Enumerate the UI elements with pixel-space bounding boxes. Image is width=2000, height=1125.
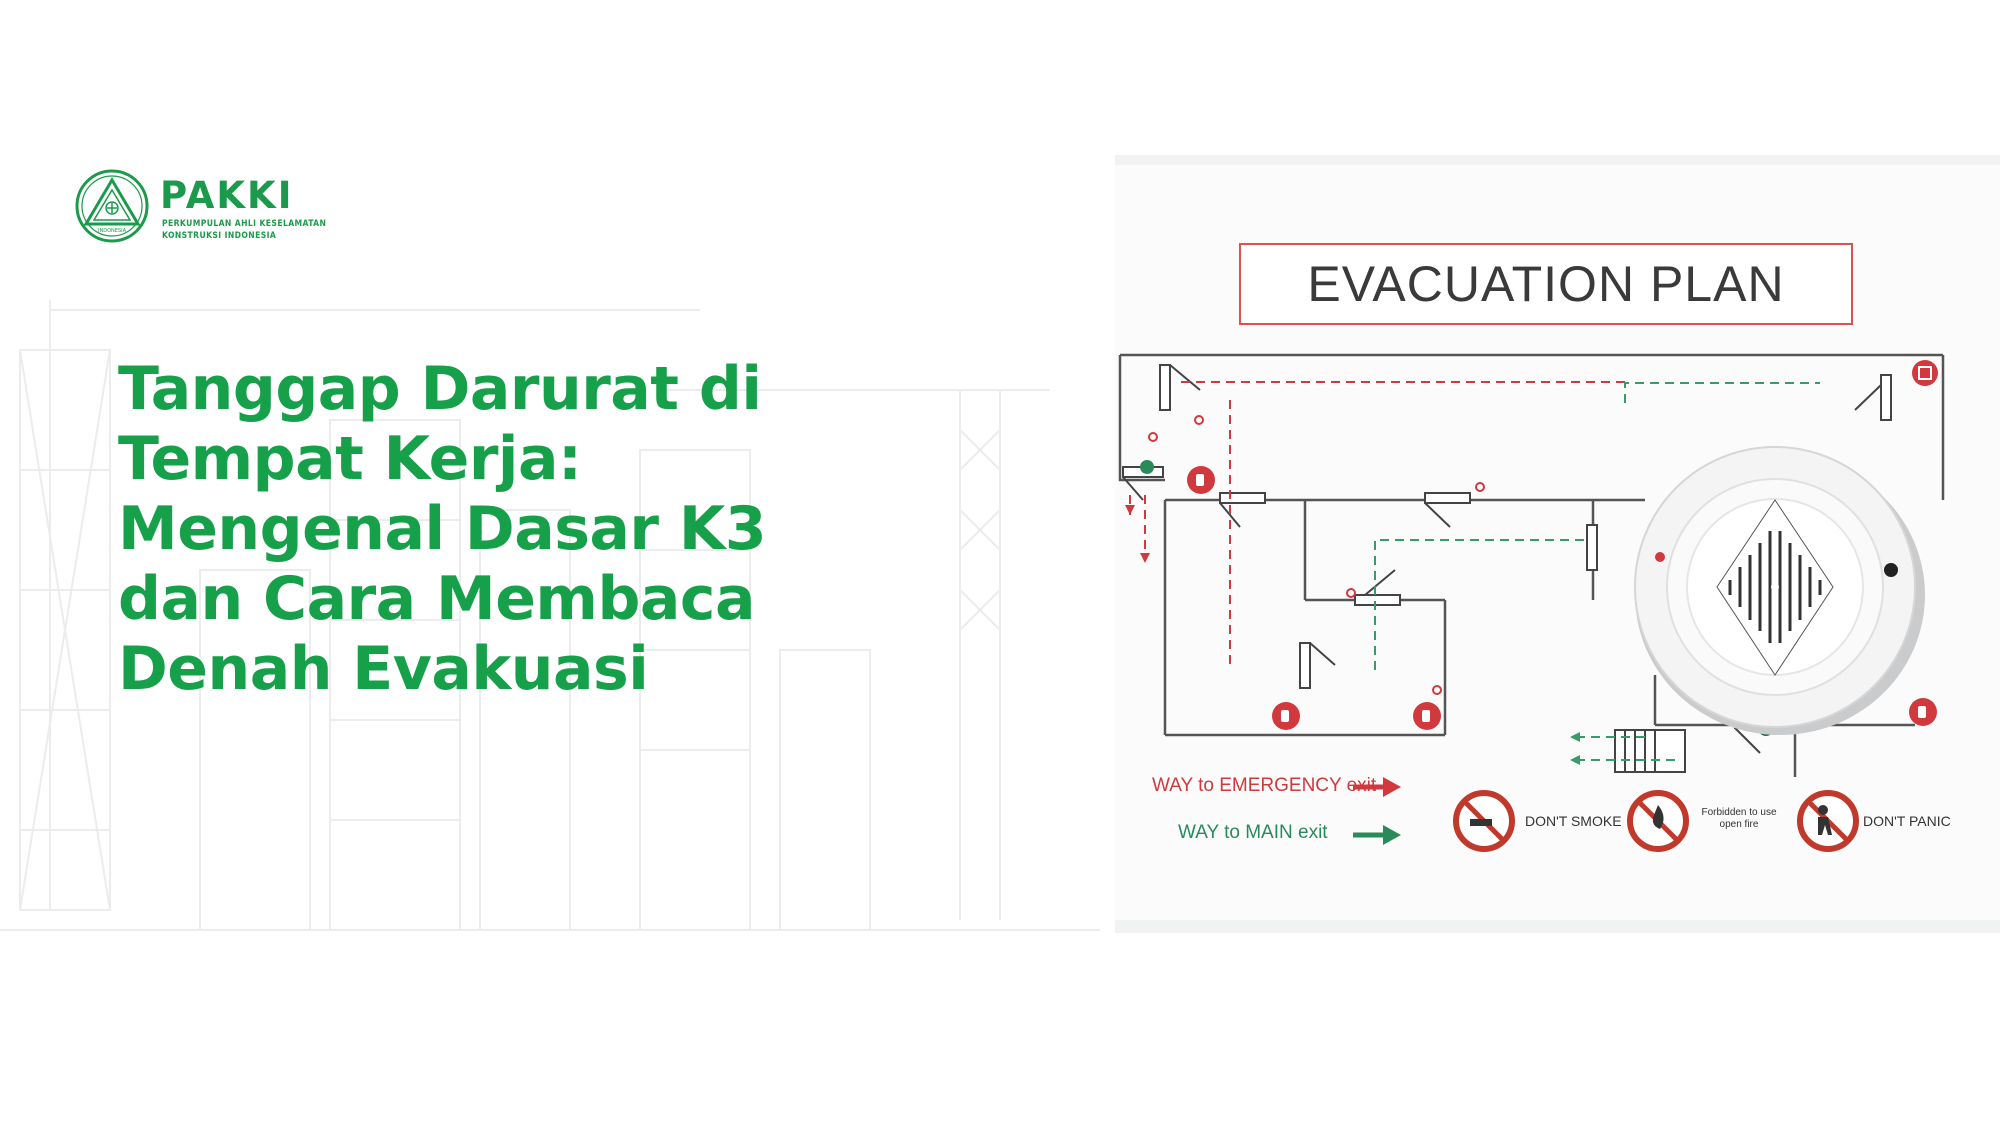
- pakki-logo[interactable]: [74, 168, 334, 248]
- headline-line: Tempat Kerja:: [118, 424, 582, 494]
- headline-line: Denah Evakuasi: [118, 634, 649, 704]
- brand-subtitle-line2: KONSTRUKSI INDONESIA: [162, 231, 277, 241]
- evacuation-plan-title: EVACUATION PLAN: [1239, 243, 1853, 325]
- sign-no-open-fire-label: Forbidden to use open fire: [1701, 807, 1777, 830]
- brand-name: PAKKI: [160, 174, 294, 217]
- headline-line: Tanggap Darurat di: [118, 354, 762, 424]
- no-open-fire-icon: [1630, 793, 1686, 849]
- legend-main-exit: WAY to MAIN exit: [1178, 822, 1328, 843]
- no-panic-icon: [1800, 793, 1856, 849]
- article-headline: [118, 354, 938, 704]
- sign-no-panic-label: DON'T PANIC: [1863, 813, 1951, 829]
- emblem-text: INDONESIA: [98, 228, 126, 234]
- no-smoking-icon: [1456, 793, 1512, 849]
- evacuation-plan-photo: [1115, 155, 2000, 933]
- headline-line: Mengenal Dasar K3: [118, 494, 767, 564]
- headline-line: dan Cara Membaca: [118, 564, 755, 634]
- brand-subtitle-line1: PERKUMPULAN AHLI KESELAMATAN: [162, 219, 327, 229]
- sign-no-smoking-label: DON'T SMOKE: [1525, 813, 1622, 829]
- legend-emergency-exit: WAY to EMERGENCY exit: [1152, 775, 1377, 796]
- pakki-emblem-icon: [74, 168, 150, 244]
